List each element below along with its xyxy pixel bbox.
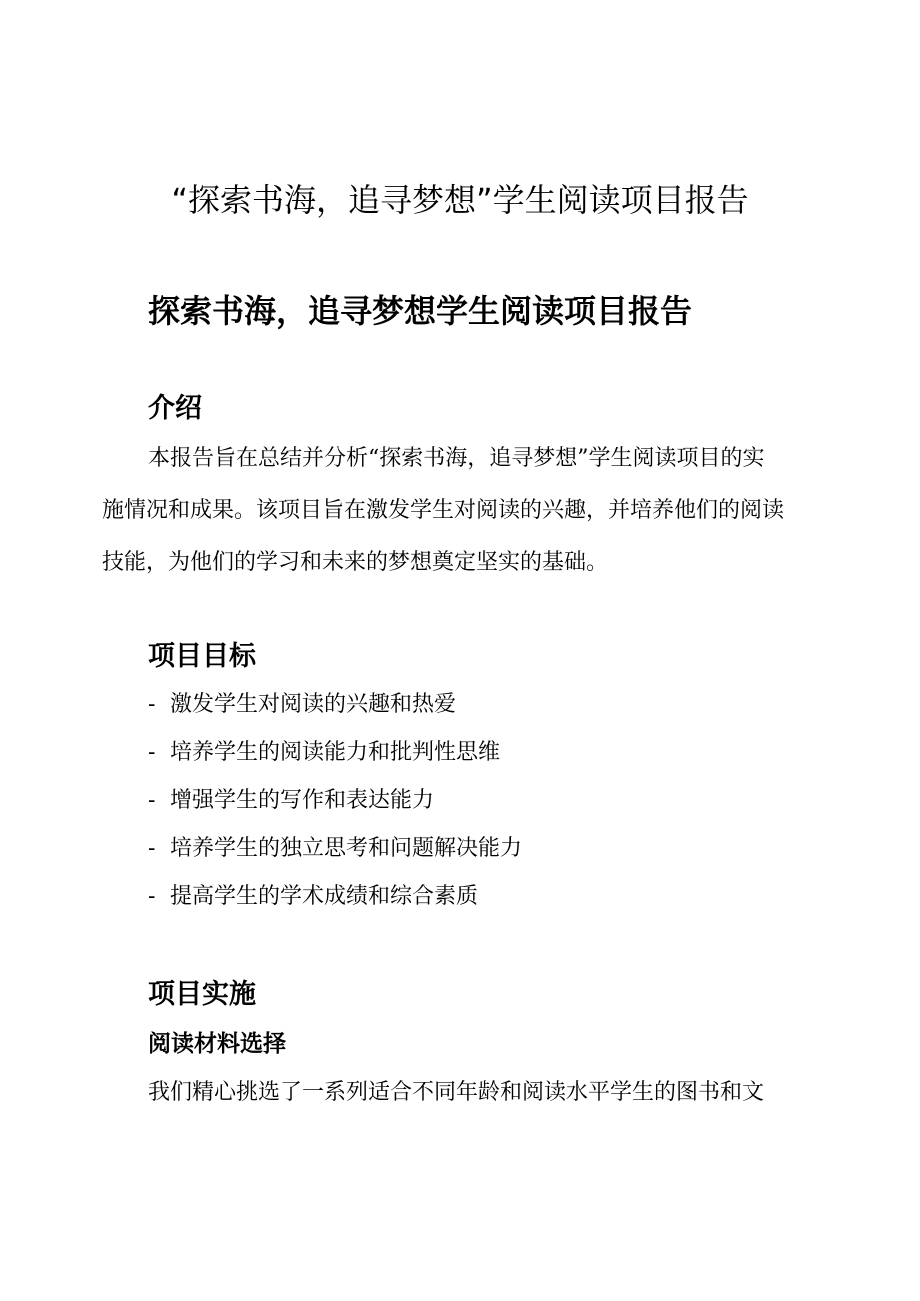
intro-line-3: 技能，为他们的学习和未来的梦想奠定坚实的基础。 bbox=[102, 550, 609, 575]
intro-line-1: 本报告旨在总结并分析“探索书海，追寻梦想”学生阅读项目的实 bbox=[148, 446, 765, 471]
goals-list bbox=[148, 683, 522, 923]
list-item: - 激发学生对阅读的兴趣和热爱 bbox=[148, 692, 457, 717]
reading-material-subheading: 阅读材料选择 bbox=[148, 1031, 286, 1057]
intro-heading: 介绍 bbox=[148, 393, 202, 424]
implementation-heading: 项目实施 bbox=[148, 979, 256, 1010]
intro-paragraph bbox=[102, 433, 822, 589]
intro-line-2: 施情况和成果。该项目旨在激发学生对阅读的兴趣，并培养他们的阅读 bbox=[102, 498, 785, 523]
list-item: - 增强学生的写作和表达能力 bbox=[148, 788, 435, 813]
document-title: “探索书海，追寻梦想”学生阅读项目报告 bbox=[171, 181, 749, 219]
list-item: - 提高学生的学术成绩和综合素质 bbox=[148, 884, 479, 909]
list-item: - 培养学生的独立思考和问题解决能力 bbox=[148, 836, 523, 861]
list-item: - 培养学生的阅读能力和批判性思维 bbox=[148, 740, 501, 765]
goals-heading: 项目目标 bbox=[148, 641, 256, 672]
document-subtitle: 探索书海，追寻梦想学生阅读项目报告 bbox=[148, 292, 693, 330]
implementation-paragraph: 我们精心挑选了一系列适合不同年龄和阅读水平学生的图书和文 bbox=[148, 1080, 765, 1105]
